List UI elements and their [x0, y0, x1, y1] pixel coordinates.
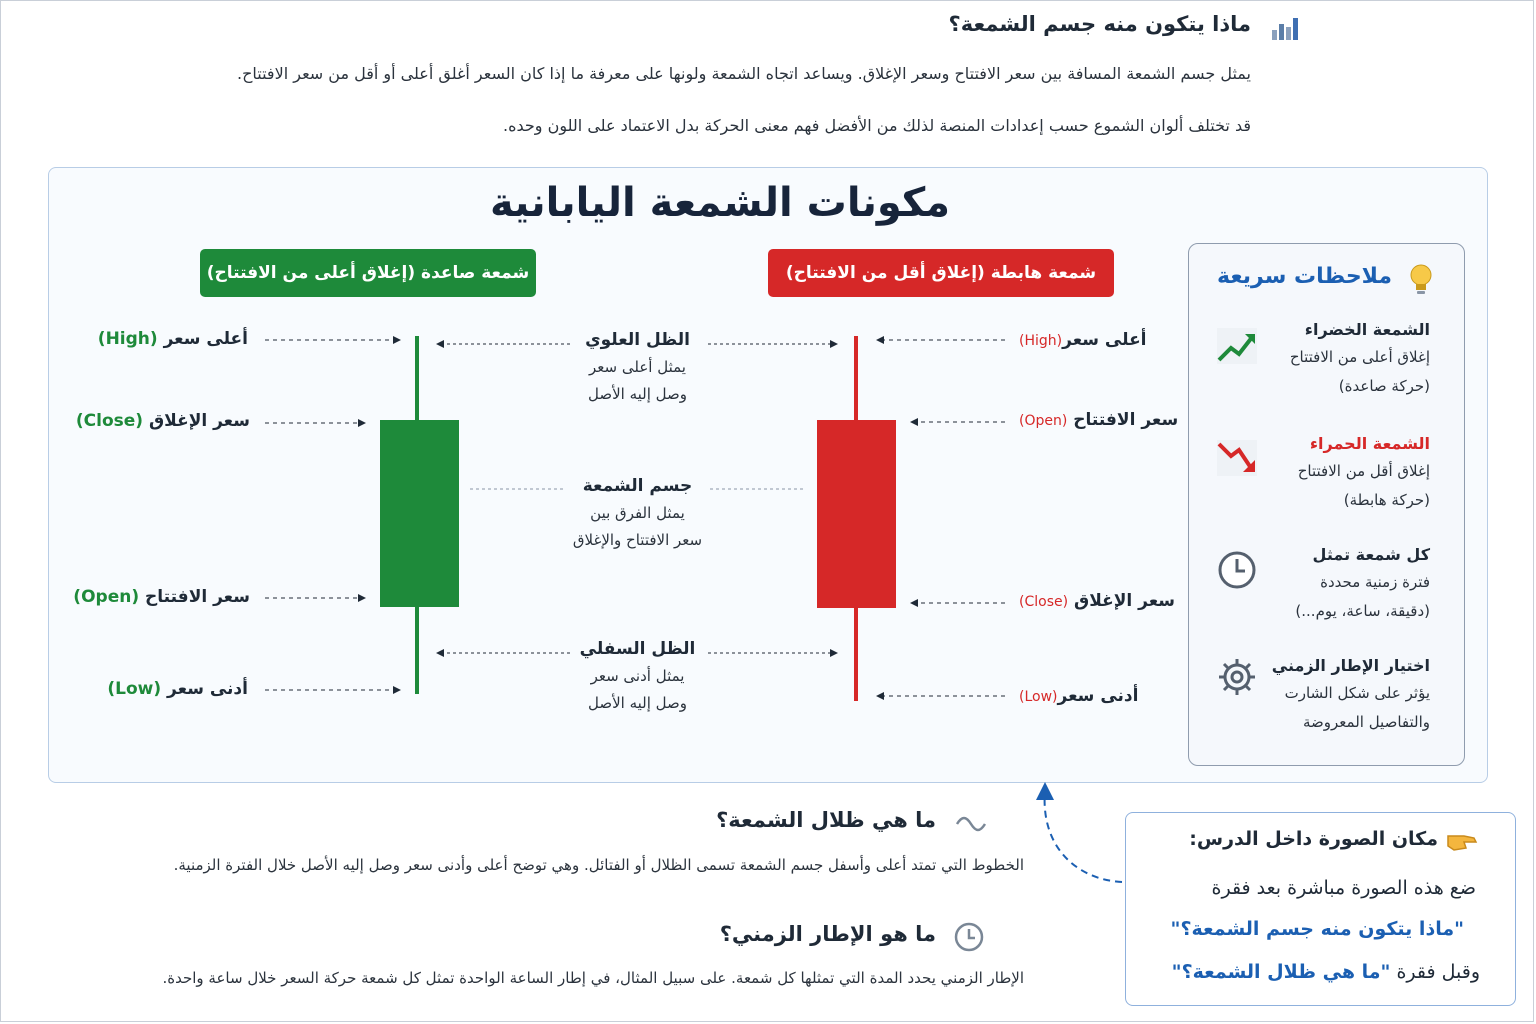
intro-heading: ماذا يتكون منه جسم الشمعة؟: [948, 12, 1251, 36]
body-line1: يمثل الفرق بين: [590, 504, 685, 522]
pointing-hand-icon: [1446, 826, 1478, 854]
body-block: [540, 476, 735, 554]
placement-title: مكان الصورة داخل الدرس:: [1189, 828, 1438, 850]
note-title-timeframe: اختيار الإطار الزمني: [1271, 656, 1430, 675]
note-title-green: الشمعة الخضراء: [1304, 320, 1430, 339]
lower-shadow-block: [540, 639, 735, 717]
placement-arrow: [1045, 790, 1122, 882]
lower-shadow-line2: وصل إليه الأصل: [587, 694, 687, 712]
bullish-low-label: أدنى سعر (Low): [107, 679, 248, 699]
notes-title: ملاحظات سريعة: [1217, 264, 1392, 289]
note-line1-timeframe: يؤثر على شكل الشارت: [1284, 684, 1430, 702]
bearish-open-label: سعر الافتتاح (Open): [1019, 410, 1179, 430]
upper-shadow-title: الظل العلوي: [585, 330, 690, 350]
note-title-red: الشمعة الحمراء: [1309, 434, 1430, 453]
note-line1-green: إغلاق أعلى من الافتتاح: [1289, 348, 1430, 366]
chart-down-icon: [1215, 438, 1259, 478]
note-line1-red: إغلاق أقل من الافتتاح: [1297, 462, 1430, 480]
timeframe-clock-icon: [953, 921, 985, 953]
intro-paragraph-2: قد تختلف ألوان الشموع حسب إعدادات المنصة لذلك من الأفضل فهم معنى الحركة بدل الاعتماد على اللون وحده.: [503, 116, 1251, 135]
note-title-period: كل شمعة تمثل: [1312, 545, 1430, 564]
body-line2: سعر الافتتاح والإغلاق: [572, 531, 703, 549]
note-line2-green: (حركة صاعدة): [1338, 377, 1430, 395]
clock-icon: [1216, 549, 1258, 591]
note-line1-period: فترة زمنية محددة: [1320, 573, 1430, 591]
note-line2-red: (حركة هابطة): [1343, 491, 1430, 509]
upper-shadow-block: [540, 330, 735, 408]
placement-line3-link[interactable]: "ما هي ظلال الشمعة؟": [1171, 961, 1391, 983]
lower-shadow-line1: يمثل أدنى سعر: [590, 667, 685, 685]
bullish-body: [380, 420, 459, 607]
bullish-high-label: أعلى سعر (High): [97, 329, 248, 349]
placement-line3-text: وقبل فقرة: [1390, 961, 1480, 983]
bearish-body: [817, 420, 896, 608]
bearish-low-label: أدنى سعر(Low): [1019, 686, 1139, 706]
bullish-close-label: سعر الإغلاق (Close): [75, 411, 250, 431]
bearish-badge: شمعة هابطة (إغلاق أقل من الافتتاح): [768, 249, 1114, 297]
intro-paragraph-1: يمثل جسم الشمعة المسافة بين سعر الافتتاح وسعر الإغلاق. ويساعد اتجاه الشمعة ولونها على معرفة ما إذا كان السعر أغلق أعلى أو أقل من سعر الافتتاح.: [236, 64, 1251, 83]
upper-shadow-line2: وصل إليه الأصل: [587, 385, 687, 403]
shadows-paragraph: الخطوط التي تمتد أعلى وأسفل جسم الشمعة تسمى الظلال أو الفتائل. وهي توضح أعلى وأدنى سعر وصل إليه الأصل خلال الفترة الزمنية.: [173, 856, 1024, 874]
bearish-high-label: أعلى سعر(High): [1019, 330, 1147, 350]
wave-icon: [955, 814, 987, 832]
bullish-open-label: سعر الافتتاح (Open): [73, 587, 250, 607]
timeframe-paragraph: الإطار الزمني يحدد المدة التي تمثلها كل شمعة. على سبيل المثال، في إطار الساعة الواحدة تمثل كل شمعة حركة السعر خلال ساعة واحدة.: [162, 969, 1024, 987]
diagram-title: مكونات الشمعة اليابانية: [490, 180, 950, 226]
note-line2-period: (دقيقة، ساعة، يوم...): [1295, 602, 1430, 620]
gear-icon: [1216, 656, 1258, 698]
note-line2-timeframe: والتفاصيل المعروضة: [1302, 713, 1430, 731]
placement-line3: [1172, 961, 1480, 983]
lower-shadow-title: الظل السفلي: [579, 639, 696, 659]
lightbulb-icon: [1406, 262, 1436, 298]
chart-up-icon: [1215, 326, 1259, 366]
bearish-close-label: سعر الإغلاق (Close): [1019, 591, 1176, 611]
placement-line1: ضع هذه الصورة مباشرة بعد فقرة: [1211, 877, 1476, 899]
bullish-badge: شمعة صاعدة (إغلاق أعلى من الافتتاح): [200, 249, 536, 297]
placement-line2-link[interactable]: "ماذا يتكون منه جسم الشمعة؟": [1170, 918, 1464, 940]
body-title: جسم الشمعة: [582, 476, 693, 496]
upper-shadow-line1: يمثل أعلى سعر: [589, 358, 686, 376]
shadows-heading: ما هي ظلال الشمعة؟: [716, 808, 936, 832]
placement-arrow-head: [1036, 782, 1054, 800]
timeframe-heading: ما هو الإطار الزمني؟: [719, 922, 936, 946]
